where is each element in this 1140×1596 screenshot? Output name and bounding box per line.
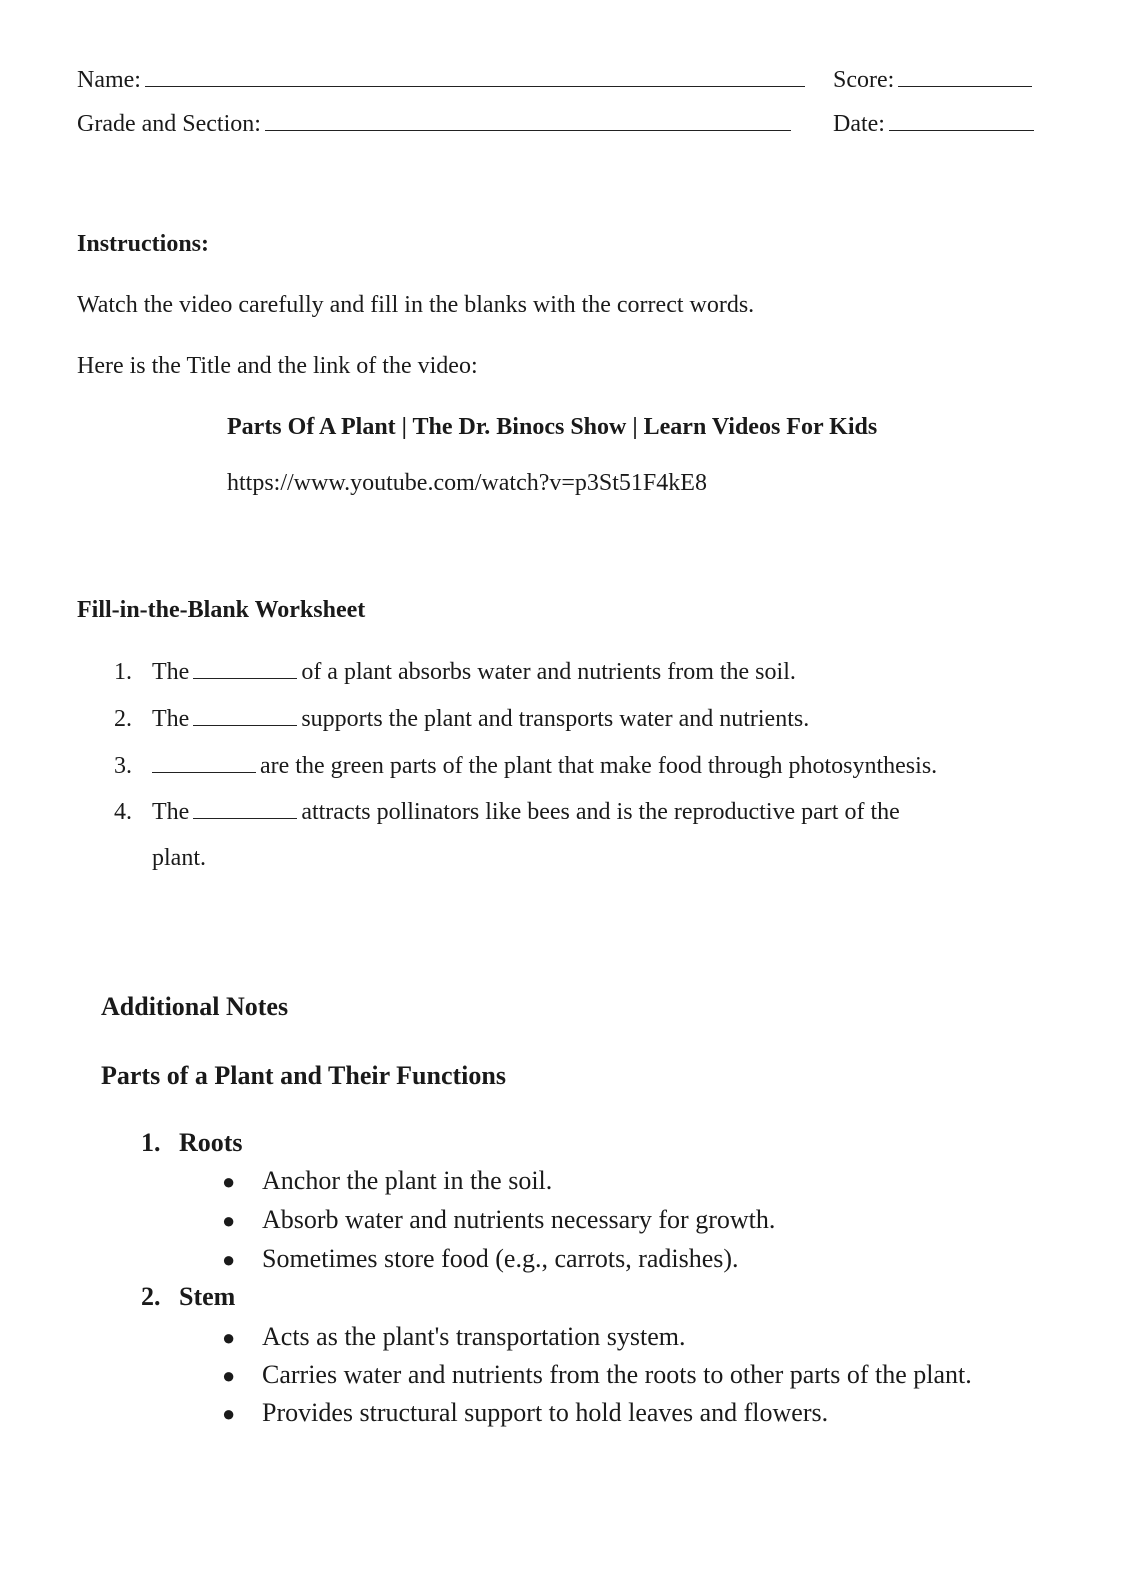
score-blank[interactable] — [898, 64, 1032, 87]
score-label: Score: — [833, 67, 895, 93]
date-field[interactable] — [833, 108, 1038, 139]
date-label: Date: — [833, 111, 885, 137]
name-label: Name: — [77, 67, 141, 93]
name-field[interactable] — [77, 64, 809, 95]
grade-label: Grade and Section: — [77, 111, 261, 137]
answer-blank[interactable] — [193, 656, 297, 679]
grade-blank[interactable] — [265, 108, 791, 131]
name-blank[interactable] — [145, 64, 805, 87]
bullet-item: ● Anchor the plant in the soil. — [222, 1166, 553, 1195]
video-title: Parts Of A Plant | The Dr. Binocs Show | Learn Videos For Kids — [227, 414, 878, 440]
question-4: 4. The attracts pollinators like bees and is the reproductive part of the — [114, 796, 900, 827]
worksheet-heading: Fill-in-the-Blank Worksheet — [77, 597, 366, 623]
video-intro: Here is the Title and the link of the video: — [77, 353, 478, 379]
bullet-item: ● Acts as the plant's transportation system. — [222, 1322, 686, 1351]
bullet-item: ● Sometimes store food (e.g., carrots, radishes). — [222, 1244, 739, 1273]
answer-blank[interactable] — [193, 703, 297, 726]
bullet-item: ● Provides structural support to hold leaves and flowers. — [222, 1398, 829, 1427]
date-blank[interactable] — [889, 108, 1034, 131]
question-2: 2. The supports the plant and transports water and nutrients. — [114, 703, 809, 734]
instructions-heading: Instructions: — [77, 231, 210, 257]
question-3: 3. are the green parts of the plant that make food through photosynthesis. — [114, 750, 937, 781]
section-stem: 2. Stem — [141, 1282, 236, 1311]
notes-heading: Additional Notes — [101, 992, 289, 1021]
score-field[interactable] — [833, 64, 1036, 95]
bullet-item: ● Carries water and nutrients from the roots to other parts of the plant. — [222, 1360, 972, 1389]
question-4-continued: plant. — [152, 845, 206, 871]
instructions-text: Watch the video carefully and fill in the blanks with the correct words. — [77, 292, 755, 318]
answer-blank[interactable] — [152, 750, 256, 773]
grade-field[interactable] — [77, 108, 795, 139]
answer-blank[interactable] — [193, 796, 297, 819]
bullet-item: ● Absorb water and nutrients necessary for growth. — [222, 1205, 776, 1234]
question-1: 1. The of a plant absorbs water and nutrients from the soil. — [114, 656, 796, 687]
notes-subheading: Parts of a Plant and Their Functions — [101, 1061, 506, 1090]
section-roots: 1. Roots — [141, 1128, 243, 1157]
video-link[interactable]: https://www.youtube.com/watch?v=p3St51F4kE8 — [227, 470, 707, 496]
